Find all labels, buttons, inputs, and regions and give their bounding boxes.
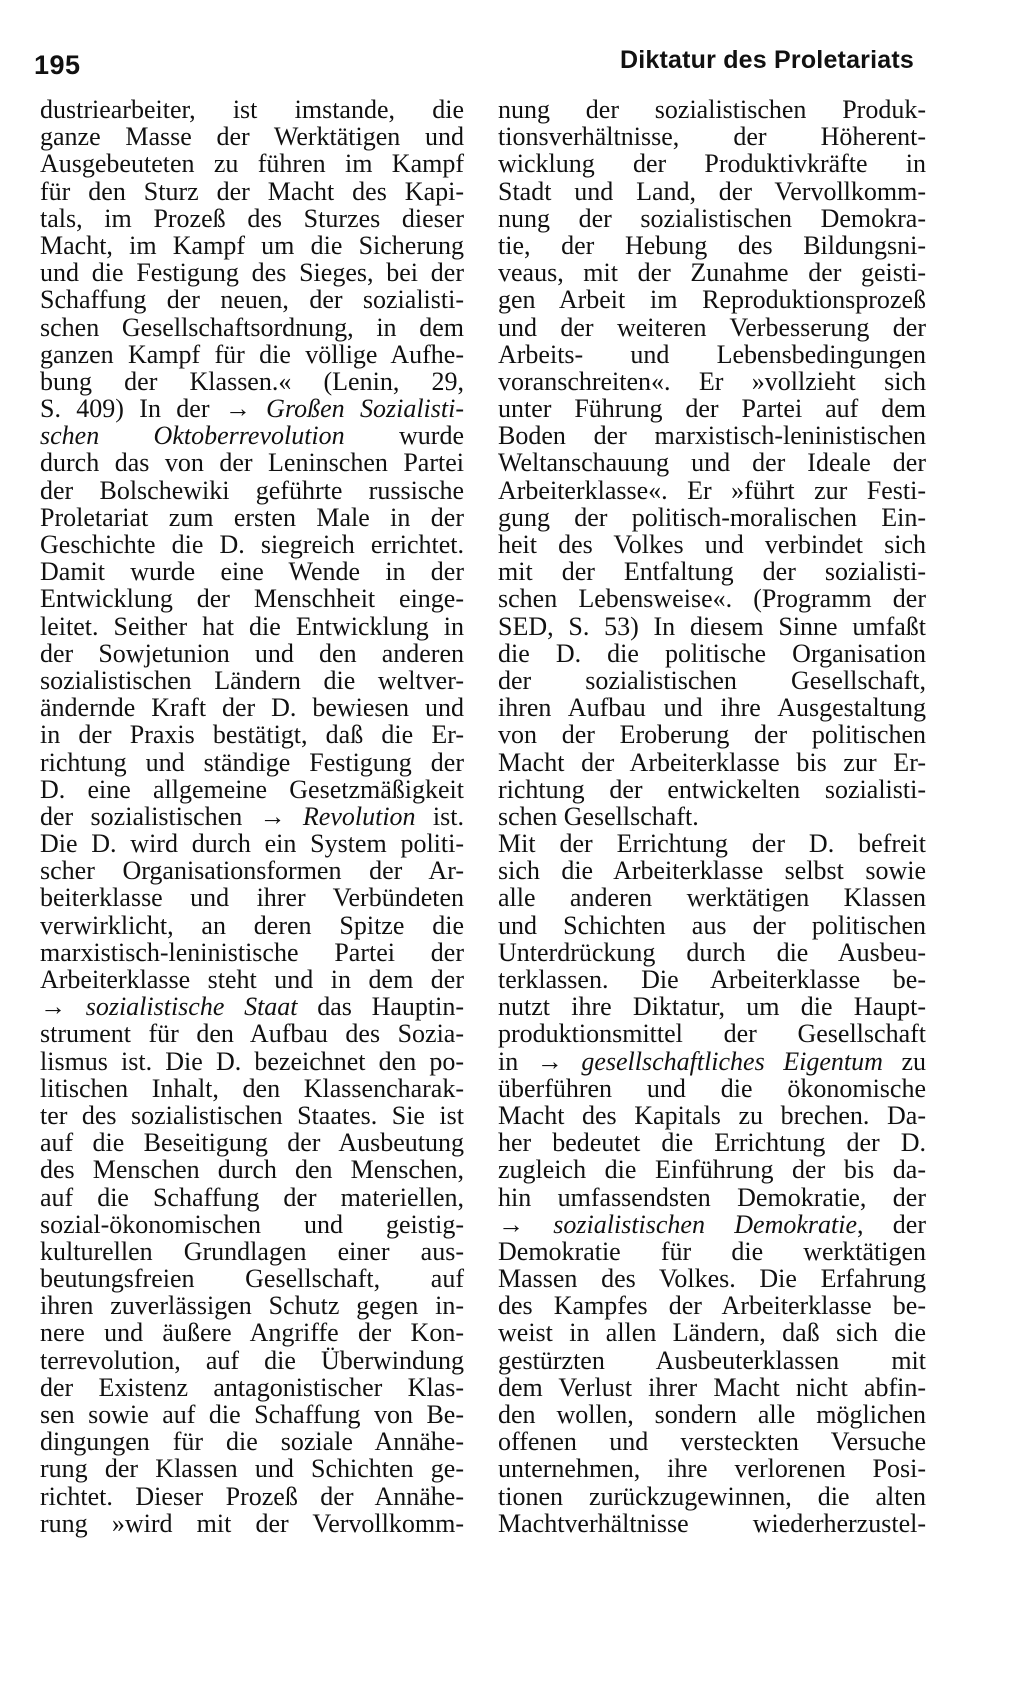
text-line <box>40 667 464 694</box>
text-line <box>40 1156 464 1183</box>
page-number: 195 <box>34 50 81 80</box>
text-line <box>40 1319 464 1346</box>
text-line <box>40 884 464 911</box>
text-line <box>498 123 926 150</box>
text-line <box>498 368 926 395</box>
line-text: schen Gesellschaftsordnung, in dem <box>40 312 464 342</box>
text-line <box>498 585 926 612</box>
text-line <box>40 259 464 286</box>
text-line <box>40 694 464 721</box>
text-line <box>40 585 464 612</box>
text-line <box>498 1401 926 1428</box>
line-text: der sozialistischen → <box>40 801 303 831</box>
line-text: D. eine allgemeine Gesetzmäßigkeit <box>40 774 464 804</box>
line-text: richtung und ständige Festigung der <box>40 747 464 777</box>
line-text: wurde <box>344 421 464 451</box>
line-text: ter des sozialistischen Staates. Sie ist <box>40 1100 464 1130</box>
line-text: gung der politisch-moralischen Ein- <box>498 502 926 532</box>
text-line <box>40 857 464 884</box>
line-text: weist in allen Ländern, daß sich die <box>498 1318 926 1348</box>
text-line <box>498 422 926 449</box>
line-text: auf die Schaffung der materiellen, <box>40 1182 464 1212</box>
line-text: S. 409) In der → <box>40 394 267 424</box>
line-text: der Sowjetunion und den anderen <box>40 638 464 668</box>
text-line <box>498 259 926 286</box>
line-text: offenen und versteckten Versuche <box>498 1427 926 1457</box>
line-text: Stadt und Land, der Vervollkomm- <box>498 176 926 206</box>
text-line <box>498 912 926 939</box>
text-line <box>498 477 926 504</box>
line-text: nung der sozialistischen Produk- <box>498 95 926 124</box>
line-text: Schaffung der neuen, der sozialisti- <box>40 285 464 315</box>
line-text: voranschreiten«. Er »vollzieht sich <box>498 366 926 396</box>
text-line <box>40 1401 464 1428</box>
line-text: tionsverhältnisse, der Höherent- <box>498 122 926 152</box>
text-line <box>498 1156 926 1183</box>
text-line <box>498 1048 926 1075</box>
line-text: litischen Inhalt, den Klassencharak- <box>40 1073 464 1103</box>
line-text: Damit wurde eine Wende in der <box>40 557 464 587</box>
emphasized-term: sozialistische Staat <box>85 992 298 1022</box>
line-text: verwirklicht, an deren Spitze die <box>40 910 464 940</box>
line-text: in der Praxis bestätigt, daß die Er- <box>40 720 464 750</box>
line-text: unternehmen, ihre verlorenen Posi- <box>498 1454 926 1484</box>
line-text: leitet. Seither hat die Entwicklung in <box>40 611 464 641</box>
line-text: und die Festigung des Sieges, bei der <box>40 258 464 288</box>
line-text: Macht des Kapitals zu brechen. Da- <box>498 1100 926 1130</box>
line-text: Ausgebeuteten zu führen im Kampf <box>40 149 464 179</box>
text-line <box>498 857 926 884</box>
text-line <box>40 531 464 558</box>
line-text: der sozialistischen Gesellschaft, <box>498 665 926 695</box>
line-text: rung der Klassen und Schichten ge- <box>40 1454 464 1484</box>
line-text: wicklung der Produktivkräfte in <box>498 149 926 179</box>
text-line <box>498 939 926 966</box>
line-text: ist. <box>415 801 464 831</box>
text-line <box>40 803 464 830</box>
text-line <box>498 1129 926 1156</box>
line-text: Demokratie für die werktätigen <box>498 1236 926 1266</box>
text-column-left <box>40 96 464 1537</box>
line-text: produktionsmittel der Gesellschaft <box>498 1019 926 1049</box>
line-text: Mit der Errichtung der D. befreit <box>498 829 926 859</box>
line-text: und Schichten aus der politischen <box>498 910 926 940</box>
line-text: des Kampfes der Arbeiterklasse be- <box>498 1291 926 1321</box>
line-text: und der weiteren Verbesserung der <box>498 312 926 342</box>
text-line <box>40 1211 464 1238</box>
line-text: Arbeiterklasse steht und in dem der <box>40 965 464 994</box>
line-text: sich die Arbeiterklasse selbst sowie <box>498 856 926 886</box>
text-line <box>498 1211 926 1238</box>
text-line <box>40 1020 464 1047</box>
text-line <box>40 1075 464 1102</box>
text-line <box>40 1238 464 1265</box>
text-line <box>40 232 464 259</box>
text-line <box>40 449 464 476</box>
text-line <box>498 830 926 857</box>
text-line <box>40 504 464 531</box>
text-line <box>40 205 464 232</box>
text-line <box>498 993 926 1020</box>
line-text: → <box>40 992 86 1022</box>
line-text: unter Führung der Partei auf dem <box>498 394 926 424</box>
line-text: veaus, mit der Zunahme der geisti- <box>498 258 926 288</box>
text-line <box>40 721 464 748</box>
line-text: dingungen für die soziale Annähe- <box>40 1427 464 1457</box>
line-text: Weltanschauung und der Ideale der <box>498 448 926 478</box>
line-text: ändernde Kraft der D. bewiesen und <box>40 693 464 723</box>
line-text: SED, S. 53) In diesem Sinne umfaßt <box>498 611 926 641</box>
line-text: tals, im Prozeß des Sturzes dieser <box>40 203 464 233</box>
line-text: sozialistischen Ländern die weltver- <box>40 665 464 695</box>
text-line <box>40 1292 464 1319</box>
text-line <box>498 1455 926 1482</box>
text-line <box>40 1184 464 1211</box>
text-line <box>40 178 464 205</box>
line-text: für den Sturz der Macht des Kapi- <box>40 176 464 206</box>
text-line <box>498 667 926 694</box>
text-line <box>498 1347 926 1374</box>
line-text: tie, der Hebung des Bildungsni- <box>498 230 926 260</box>
text-line <box>498 884 926 911</box>
text-line <box>498 286 926 313</box>
line-text: von der Eroberung der politischen <box>498 720 926 750</box>
text-line <box>498 96 926 123</box>
line-text: überführen und die ökonomische <box>498 1073 926 1103</box>
line-text: die D. die politische Organisation <box>498 638 926 668</box>
text-line <box>40 1455 464 1482</box>
line-text: ganze Masse der Werktätigen und <box>40 122 464 152</box>
text-line <box>40 477 464 504</box>
text-line <box>40 1428 464 1455</box>
text-line <box>498 558 926 585</box>
line-text: nutzt ihre Diktatur, um die Haupt- <box>498 992 926 1022</box>
text-line <box>40 368 464 395</box>
line-text: des Menschen durch den Menschen, <box>40 1155 464 1185</box>
line-text: in → <box>498 1046 582 1076</box>
text-line <box>498 749 926 776</box>
line-text: beutungsfreien Gesellschaft, auf <box>40 1264 464 1294</box>
line-text: Boden der marxistisch-leninistischen <box>498 421 926 451</box>
line-text: ihren zuverlässigen Schutz gegen in- <box>40 1291 464 1321</box>
text-line <box>498 1020 926 1047</box>
line-text: ganzen Kampf für die völlige Aufhe- <box>40 339 464 369</box>
text-line <box>40 912 464 939</box>
text-line <box>498 205 926 232</box>
text-line <box>498 640 926 667</box>
text-line <box>498 504 926 531</box>
text-line <box>498 1184 926 1211</box>
line-text: Arbeits- und Lebensbedingungen <box>498 339 926 369</box>
line-text: rung »wird mit der Vervollkomm- <box>40 1508 464 1538</box>
line-text: der Existenz antagonistischer Klas- <box>40 1372 464 1402</box>
text-line <box>498 150 926 177</box>
line-text: Macht der Arbeiterklasse bis zur Er- <box>498 747 926 777</box>
text-line <box>498 314 926 341</box>
line-text: Unterdrückung durch die Ausbeu- <box>498 937 926 967</box>
line-text: → <box>498 1209 554 1239</box>
text-line <box>498 178 926 205</box>
line-text: dem Verlust ihrer Macht nicht abfin- <box>498 1372 926 1402</box>
line-text: richtung der entwickelten sozialisti- <box>498 774 926 804</box>
line-text: alle anderen werktätigen Klassen <box>498 883 926 913</box>
line-text: , der <box>857 1209 926 1239</box>
text-line <box>498 1319 926 1346</box>
line-text: der Bolschewiki geführte russische <box>40 475 464 505</box>
text-line <box>498 1292 926 1319</box>
text-line <box>40 1510 464 1537</box>
line-text: lismus ist. Die D. bezeichnet den po- <box>40 1046 464 1076</box>
line-text: Proletariat zum ersten Male in der <box>40 502 464 532</box>
line-text: strument für den Aufbau des Sozia- <box>40 1019 464 1049</box>
line-text: scher Organisationsformen der Ar- <box>40 856 464 886</box>
text-line <box>40 1102 464 1129</box>
line-text: terrevolution, auf die Überwindung <box>40 1345 464 1375</box>
line-text: Arbeiterklasse«. Er »führt zur Festi- <box>498 475 926 505</box>
text-line <box>498 1374 926 1401</box>
text-line <box>40 422 464 449</box>
line-text: auf die Beseitigung der Ausbeutung <box>40 1128 464 1158</box>
line-text: nung der sozialistischen Demokra- <box>498 203 926 233</box>
text-line <box>40 150 464 177</box>
text-line <box>40 1265 464 1292</box>
text-line <box>498 721 926 748</box>
text-line <box>40 776 464 803</box>
text-line <box>40 1374 464 1401</box>
text-line <box>498 613 926 640</box>
running-title: Diktatur des Proletariats <box>620 46 914 74</box>
text-line <box>498 449 926 476</box>
text-line <box>40 830 464 857</box>
line-text: mit der Entfaltung der sozialisti- <box>498 557 926 587</box>
line-text: nere und äußere Angriffe der Kon- <box>40 1318 464 1348</box>
line-text: schen Lebensweise«. (Programm der <box>498 584 926 614</box>
emphasized-term: Großen Sozialisti- <box>266 394 464 424</box>
text-line <box>40 993 464 1020</box>
line-text: heit des Volkes und verbindet sich <box>498 530 926 559</box>
text-line <box>498 232 926 259</box>
line-text: Die D. wird durch ein System politi- <box>40 829 464 859</box>
text-line <box>498 966 926 993</box>
text-line <box>40 395 464 422</box>
text-line <box>498 531 926 558</box>
line-text: sozial-ökonomischen und geistig- <box>40 1209 464 1239</box>
text-line <box>40 96 464 123</box>
text-line <box>498 341 926 368</box>
emphasized-term: gesellschaftliches Eigentum <box>581 1046 883 1076</box>
line-text: Macht, im Kampf um die Sicherung <box>40 230 464 260</box>
text-line <box>498 1238 926 1265</box>
text-line <box>40 966 464 993</box>
line-text: schen Gesellschaft. <box>498 801 699 831</box>
text-line <box>40 314 464 341</box>
text-line <box>498 1510 926 1537</box>
text-line <box>40 286 464 313</box>
text-line <box>498 1265 926 1292</box>
text-line <box>40 1347 464 1374</box>
text-line <box>40 613 464 640</box>
line-text: durch das von der Leninschen Partei <box>40 448 464 478</box>
line-text: Massen des Volkes. Die Erfahrung <box>498 1264 926 1294</box>
text-column-right <box>498 96 926 1537</box>
line-text: Geschichte die D. siegreich errichtet. <box>40 530 464 559</box>
emphasized-term: schen Oktoberrevolution <box>40 421 345 451</box>
line-text: her bedeutet die Errichtung der D. <box>498 1128 926 1158</box>
text-line <box>498 1483 926 1510</box>
line-text: Machtverhältnisse wiederherzustel- <box>498 1508 926 1538</box>
line-text: gestürzten Ausbeuterklassen mit <box>498 1345 926 1375</box>
text-line <box>40 1483 464 1510</box>
text-line <box>40 749 464 776</box>
line-text: dustriearbeiter, ist imstande, die <box>40 95 464 124</box>
line-text: den wollen, sondern alle möglichen <box>498 1400 926 1429</box>
line-text: richtet. Dieser Prozeß der Annähe- <box>40 1481 464 1511</box>
text-line <box>498 803 926 830</box>
line-text: zugleich die Einführung der bis da- <box>498 1155 926 1185</box>
text-line <box>498 1075 926 1102</box>
line-text: tionen zurückzugewinnen, die alten <box>498 1481 926 1511</box>
text-line <box>40 640 464 667</box>
line-text: kulturellen Grundlagen einer aus- <box>40 1236 464 1266</box>
text-line <box>498 1428 926 1455</box>
line-text: bung der Klassen.« (Lenin, 29, <box>40 366 464 396</box>
text-line <box>40 123 464 150</box>
text-line <box>40 558 464 585</box>
line-text: ihren Aufbau und ihre Ausgestaltung <box>498 693 926 723</box>
text-line <box>40 1129 464 1156</box>
text-line <box>40 341 464 368</box>
emphasized-term: Revolution <box>302 801 416 831</box>
text-line <box>498 395 926 422</box>
line-text: sen sowie auf die Schaffung von Be- <box>40 1400 464 1429</box>
line-text: beiterklasse und ihrer Verbündeten <box>40 883 464 913</box>
text-line <box>40 939 464 966</box>
line-text: terklassen. Die Arbeiterklasse be- <box>498 965 926 994</box>
line-text: gen Arbeit im Reproduktionsprozeß <box>498 285 926 315</box>
line-text: zu <box>882 1046 926 1076</box>
emphasized-term: sozialistischen Demokratie <box>553 1209 857 1239</box>
line-text: das Hauptin- <box>297 992 465 1022</box>
text-line <box>498 776 926 803</box>
line-text: marxistisch-leninistische Partei der <box>40 937 464 967</box>
text-line <box>498 1102 926 1129</box>
line-text: hin umfassendsten Demokratie, der <box>498 1182 926 1212</box>
text-line <box>498 694 926 721</box>
text-line <box>40 1048 464 1075</box>
line-text: Entwicklung der Menschheit einge- <box>40 584 464 614</box>
